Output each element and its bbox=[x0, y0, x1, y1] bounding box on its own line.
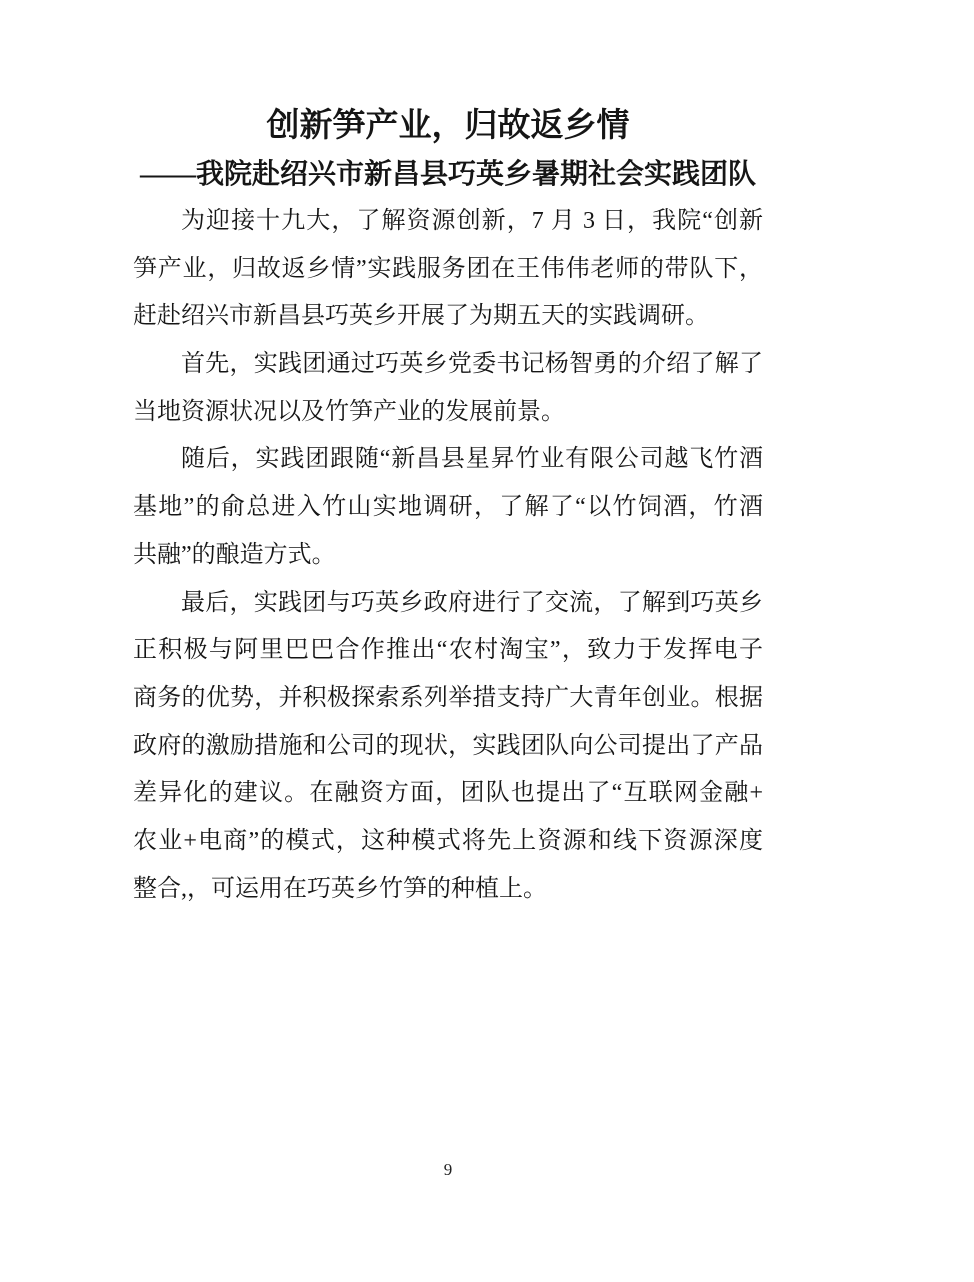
text-line: 为迎接十九大，了解资源创新，7 月 3 日，我院“创新 bbox=[181, 208, 763, 234]
text-line: 笋产业，归故返乡情”实践服务团在王伟伟老师的带队下， bbox=[133, 255, 763, 282]
text-line: 政府的激励措施和公司的现状，实践团队向公司提出了产品 bbox=[133, 732, 763, 759]
text-line: 当地资源状况以及竹笋产业的发展前景。 bbox=[133, 398, 565, 425]
text-line: 商务的优势，并积极探索系列举措支持广大青年创业。根据 bbox=[133, 684, 763, 711]
text-line: 最后，实践团与巧英乡政府进行了交流，了解到巧英乡 bbox=[181, 589, 763, 616]
text-line: 差异化的建议。在融资方面，团队也提出了“互联网金融+ bbox=[133, 780, 763, 807]
text-line: 赶赴绍兴市新昌县巧英乡开展了为期五天的实践调研。 bbox=[133, 303, 709, 330]
document-subtitle: ——我院赴绍兴市新昌县巧英乡暑期社会实践团队 bbox=[139, 159, 756, 190]
document-body bbox=[133, 198, 763, 913]
page-number: 9 bbox=[443, 1160, 453, 1179]
text-line: 首先，实践团通过巧英乡党委书记杨智勇的介绍了解了 bbox=[181, 351, 763, 378]
document-title: 创新笋产业，归故返乡情 bbox=[266, 108, 630, 144]
text-line: 正积极与阿里巴巴合作推出“农村淘宝”，致力于发挥电子 bbox=[133, 637, 763, 664]
text-line: 农业+电商”的模式，这种模式将先上资源和线下资源深度 bbox=[133, 827, 763, 854]
text-line: 共融”的酿造方式。 bbox=[133, 541, 336, 568]
text-line: 基地”的俞总进入竹山实地调研，了解了“以竹饲酒，竹酒 bbox=[133, 494, 763, 521]
text-line: 随后，实践团跟随“新昌县星昇竹业有限公司越飞竹酒 bbox=[181, 446, 763, 473]
text-line: 整合,，可运用在巧英乡竹笋的种植上。 bbox=[133, 875, 547, 902]
